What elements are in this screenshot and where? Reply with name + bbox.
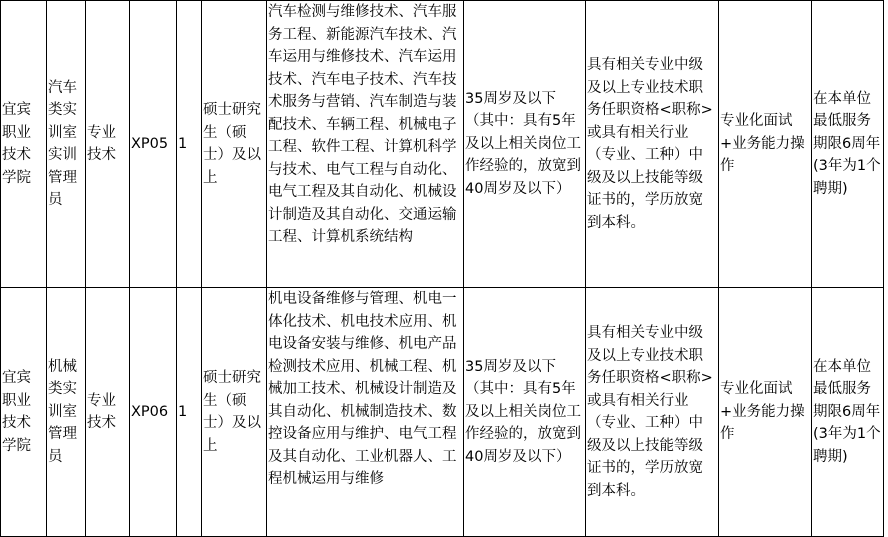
position-code-cell: XP05 xyxy=(130,1,177,288)
employer-cell: 宜宾职业技术学院 xyxy=(1,1,47,288)
other-conditions-cell: 具有相关专业中级及以上专业技术职务任职资格<职称>或具有相关行业（专业、工种）中级及以上技能等级证书的，学历放宽到本科。 xyxy=(586,1,719,288)
category-cell: 专业技术 xyxy=(86,288,130,537)
employer-cell: 宜宾职业技术学院 xyxy=(1,288,47,537)
department-cell: 汽车类实训室实训管理员 xyxy=(47,1,86,288)
headcount-cell: 1 xyxy=(177,288,202,537)
education-cell: 硕士研究生（硕士）及以上 xyxy=(202,1,267,288)
service-term-cell: 在本单位最低服务期限6周年(3年为1个聘期) xyxy=(812,1,884,288)
age-cell: 35周岁及以下（其中：具有5年及以上相关岗位工作经验的，放宽到40周岁及以下） xyxy=(464,1,586,288)
education-cell: 硕士研究生（硕士）及以上 xyxy=(202,288,267,537)
category-cell: 专业技术 xyxy=(86,1,130,288)
exam-method-cell: 专业化面试+业务能力操作 xyxy=(719,1,812,288)
other-conditions-cell: 具有相关专业中级及以上专业技术职务任职资格<职称>或具有相关行业（专业、工种）中级及以上技能等级证书的，学历放宽到本科。 xyxy=(586,288,719,537)
service-term-cell: 在本单位最低服务期限6周年(3年为1个聘期) xyxy=(812,288,884,537)
table-row xyxy=(1,288,884,537)
department-cell: 机械类实训室管理员 xyxy=(47,288,86,537)
position-code-cell: XP06 xyxy=(130,288,177,537)
headcount-cell: 1 xyxy=(177,1,202,288)
age-cell: 35周岁及以下（其中：具有5年及以上相关岗位工作经验的，放宽到40周岁及以下） xyxy=(464,288,586,537)
exam-method-cell: 专业化面试+业务能力操作 xyxy=(719,288,812,537)
table-row xyxy=(1,1,884,288)
majors-cell: 机电设备维修与管理、机电一体化技术、机电技术应用、机电设备安装与维修、机电产品检测技术应用、机械工程、机械加工技术、机械设计制造及其自动化、机械制造技术、数控设备应用与维护、电气工程及其自动化、工业机器人、工程机械运用与维修 xyxy=(267,288,464,537)
majors-cell: 汽车检测与维修技术、汽车服务工程、新能源汽车技术、汽车运用与维修技术、汽车运用技术、汽车电子技术、汽车技术服务与营销、汽车制造与装配技术、车辆工程、机械电子工程、软件工程、计算机科学与技术、电气工程与自动化、电气工程及其自动化、机械设计制造及其自动化、交通运输工程、计算机系统结构 xyxy=(267,1,464,288)
